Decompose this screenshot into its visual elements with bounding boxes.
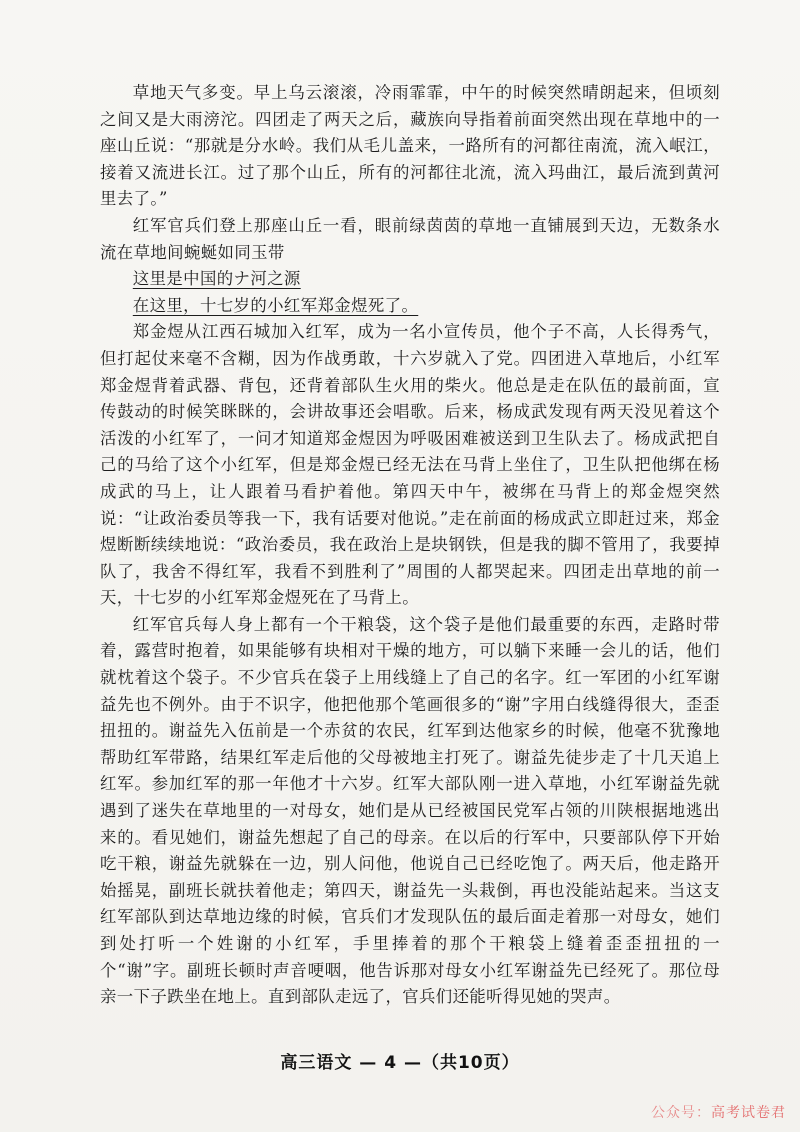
paragraph-2: 红军官兵们登上那座山丘一看，眼前绿茵茵的草地一直铺展到天边，无数条水流在草地间蜿蜒如同玉带 <box>100 215 720 262</box>
passage-body <box>100 80 720 1011</box>
watermark <box>651 1102 786 1122</box>
underlined-text-1: 这里是中国的ナ河之源 <box>132 269 301 289</box>
page-footer: 高三语文 — 4 —（共10页） <box>280 1053 520 1073</box>
watermark-name: 高考试卷君 <box>711 1105 786 1121</box>
paragraph-3: 郑金煜从江西石城加入红军，成为一名小宣传员，他个子不高，人长得秀气，但打起仗来毫不含糊，因为作战勇敢，十六岁就入了党。四团进入草地后，小红军郑金煜背着武器、背包，还背着部队生火用的柴火。他总是走在队伍的最前面，宣传鼓动的时候笑眯眯的，会讲故事还会唱歌。后来，杨成武发现有两天没见着这个活泼的小红军了，一问才知道郑金煜因为呼吸困难被送到卫生队去了。杨成武把自己的马给了这个小红军，但是郑金煜已经无法在马背上坐住了，卫生队把他绑在杨成武的马上，让人跟着马看护着他。第四天中午，被绑在马背上的郑金煜突然说：“让政治委员等我一下，我有话要对他说。”走在前面的杨成武立即赶过来，郑金煜断断续续地说：“政治委员，我在政治上是块钢铁，但是我的脚不管用了，我要掉队了，我舍不得红军，我看不到胜利了”周围的人都哭起来。四团走出草地的前一天，十七岁的小红军郑金煜死在了马背上。 <box>100 322 720 608</box>
paragraph-1: 草地天气多变。早上乌云滚滚，冷雨霏霏，中午的时候突然晴朗起来，但顷刻之间又是大雨滂沱。四团走了两天之后，藏族向导指着前面突然出现在草地中的一座山丘说：“那就是分水岭。我们从毛儿盖来，一路所有的河都往南流，流入岷江，接着又流进长江。过了那个山丘，所有的河都往北流，流入玛曲江，最后流到黄河里去了。” <box>100 83 720 209</box>
underlined-line-2 <box>100 293 720 320</box>
paragraph-4: 红军官兵每人身上都有一个干粮袋，这个袋子是他们最重要的东西，走路时带着，露营时抱着，如果能够有块相对干燥的地方，可以躺下来睡一会儿的话，他们就枕着这个袋子。不少官兵在袋子上用线缝上了自己的名字。红一军团的小红军谢益先也不例外。由于不识字，他把他那个笔画很多的“谢”字用白线缝得很大，歪歪扭扭的。谢益先入伍前是一个赤贫的农民，红军到达他家乡的时候，他毫不犹豫地帮助红军带路，结果红军走后他的父母被地主打死了。谢益先徒步走了十几天追上红军。参加红军的那一年他才十六岁。红军大部队刚一进入草地，小红军谢益先就遇到了迷失在草地里的一对母女，她们是从已经被国民党军占领的川陕根据地逃出来的。看见她们，谢益先想起了自己的母亲。在以后的行军中，只要部队停下开始吃干粮，谢益先就躲在一边，别人问他，他说自己已经吃饱了。两天后，他走路开始摇晃，副班长就扶着他走；第四天，谢益先一头栽倒，再也没能站起来。当这支红军部队到达草地边缘的时候，官兵们才发现队伍的最后面走着那一对母女，她们到处打听一个姓谢的小红军，手里捧着的那个干粮袋上缝着歪歪扭扭的一个“谢”字。副班长顿时声音哽咽，他告诉那对母女小红军谢益先已经死了。那位母亲一下子跌坐在地上。直到部队走远了，官兵们还能听得见她的哭声。 <box>100 614 720 1007</box>
watermark-label: 公众号： <box>651 1105 711 1121</box>
underlined-text-2: 在这里，十七岁的小红军郑金煜死了。 <box>132 295 419 315</box>
underlined-line-1 <box>100 266 720 293</box>
